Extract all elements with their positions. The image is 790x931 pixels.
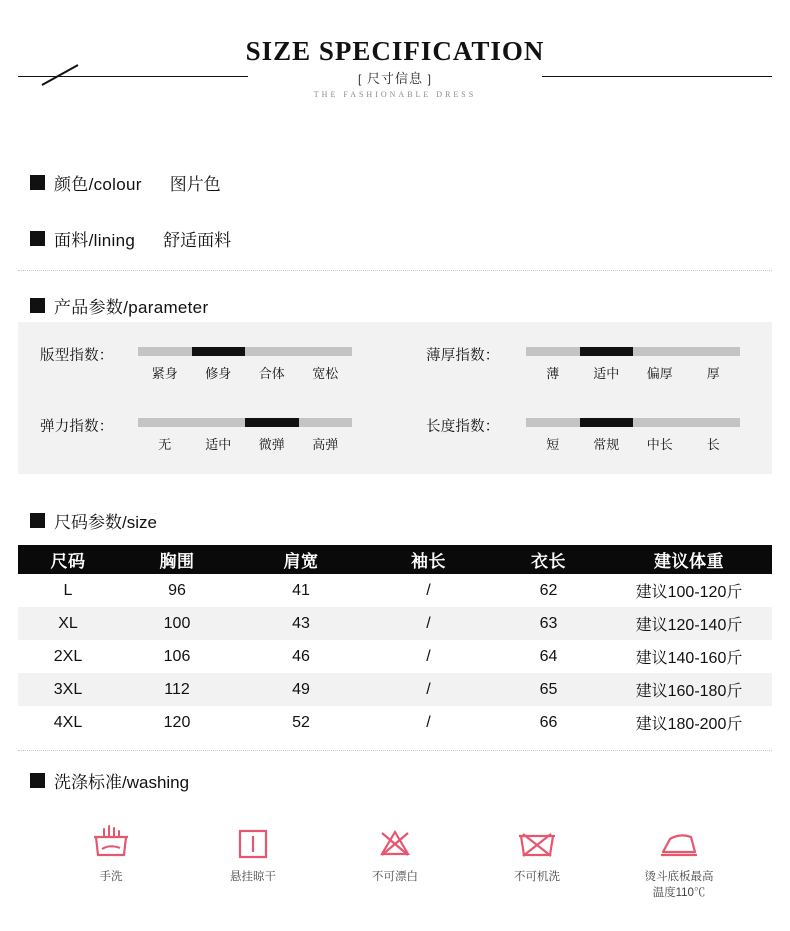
param-tick: 适中: [593, 366, 620, 381]
table-row: [18, 673, 772, 706]
param-ticks-fit: [138, 363, 352, 382]
param-tick: 偏厚: [646, 366, 673, 381]
parameter-heading-label: 产品参数/parameter: [54, 298, 209, 317]
table-row: [18, 706, 772, 739]
washing-item: [205, 820, 301, 901]
bullet-square-icon: [30, 773, 45, 788]
param-bar-track-fit: [138, 347, 352, 356]
param-bar-track-length: [526, 418, 740, 427]
colour-value: 图片色: [169, 175, 221, 194]
cell-length: 63: [539, 614, 558, 632]
cell-shoulder: 49: [292, 680, 310, 698]
param-tick: 无: [158, 437, 172, 452]
param-tick: 短: [546, 437, 560, 452]
bullet-square-icon: [30, 298, 45, 313]
column-header: 肩宽: [236, 545, 366, 574]
washing-item: [63, 820, 159, 901]
page-header: [0, 0, 790, 120]
cell-sleeve: /: [426, 614, 431, 632]
cell-length: 62: [539, 581, 558, 599]
lining-value: 舒适面料: [163, 231, 232, 250]
cell-sleeve: /: [426, 680, 431, 698]
param-ticks-length: [526, 434, 740, 453]
cell-size: 3XL: [53, 680, 83, 698]
param-tick: 宽松: [312, 366, 339, 381]
cell-sleeve: /: [426, 647, 431, 665]
lining-label: 面料/lining: [54, 231, 136, 250]
cell-length: 65: [539, 680, 558, 698]
cell-sleeve: /: [426, 713, 431, 731]
param-tick: 合体: [258, 366, 285, 381]
washing-heading-label: 洗涤标准/washing: [54, 773, 190, 792]
hang-dry-icon: [205, 820, 301, 866]
param-tick: 中长: [646, 437, 673, 452]
cell-weight: 建议120-140斤: [635, 617, 743, 634]
cell-shoulder: 46: [292, 647, 310, 665]
cell-bust: 100: [163, 614, 191, 632]
param-tick: 厚: [706, 366, 720, 381]
cell-weight: 建议160-180斤: [635, 683, 743, 700]
param-tick: 高弹: [312, 437, 339, 452]
size-table: [18, 545, 772, 739]
column-header: 衣长: [491, 545, 606, 574]
param-label-thickness: 薄厚指数：: [426, 348, 500, 364]
bullet-square-icon: [30, 231, 45, 246]
washing-item: [489, 820, 585, 901]
cell-bust: 106: [163, 647, 191, 665]
washing-caption: 烫斗底板最高 温度110℃: [644, 871, 714, 899]
cell-weight: 建议140-160斤: [635, 650, 743, 667]
param-label-fit: 版型指数：: [40, 348, 114, 364]
cell-size: 4XL: [53, 713, 83, 731]
iron-icon: [631, 820, 727, 866]
washing-item: [631, 820, 727, 901]
cell-sleeve: /: [426, 581, 431, 599]
colour-row: [30, 170, 221, 195]
divider-bottom: [18, 750, 772, 751]
parameter-panel: [18, 322, 772, 474]
page-subtitle: [0, 68, 790, 87]
cell-shoulder: 52: [292, 713, 310, 731]
table-row: [18, 607, 772, 640]
page-title: SIZE SPECIFICATION: [245, 36, 545, 66]
washing-caption: 不可机洗: [514, 871, 560, 883]
bracket-right: ]: [427, 72, 432, 86]
hand-wash-icon: [63, 820, 159, 866]
param-bar-track-elasticity: [138, 418, 352, 427]
lining-row: [30, 226, 231, 251]
bullet-square-icon: [30, 513, 45, 528]
cell-bust: 120: [163, 713, 191, 731]
header-english-tagline: THE FASHIONABLE DRESS: [313, 90, 477, 99]
cell-bust: 112: [164, 680, 190, 698]
cell-length: 66: [539, 713, 558, 731]
param-tick: 薄: [546, 366, 560, 381]
washing-caption: 悬挂晾干: [230, 871, 276, 883]
cell-bust: 96: [168, 581, 186, 599]
washing-caption: 不可漂白: [372, 871, 418, 883]
column-header: 胸围: [118, 545, 236, 574]
column-header: 袖长: [366, 545, 491, 574]
column-header: 建议体重: [606, 545, 772, 574]
column-header: 尺码: [18, 545, 118, 574]
divider-top: [18, 270, 772, 271]
param-bar-fill-length: [580, 418, 634, 427]
param-ticks-elasticity: [138, 434, 352, 453]
table-header-row: [18, 545, 772, 574]
washing-caption: 手洗: [99, 871, 123, 883]
cell-size: XL: [58, 614, 78, 632]
washing-icon-row: [18, 820, 772, 901]
cell-shoulder: 41: [292, 581, 310, 599]
param-label-elasticity: 弹力指数：: [40, 419, 114, 435]
param-bar-fill-thickness: [580, 347, 634, 356]
cell-size: 2XL: [53, 647, 83, 665]
param-tick: 紧身: [151, 366, 178, 381]
param-bar-track-thickness: [526, 347, 740, 356]
parameter-heading: [30, 293, 208, 318]
cell-length: 64: [539, 647, 558, 665]
washing-item: [347, 820, 443, 901]
param-tick: 修身: [205, 366, 232, 381]
param-tick: 常规: [593, 437, 620, 452]
cell-size: L: [63, 581, 73, 599]
size-heading: [30, 508, 157, 533]
param-ticks-thickness: [526, 363, 740, 382]
bullet-square-icon: [30, 175, 45, 190]
param-bar-fill-fit: [192, 347, 246, 356]
param-tick: 适中: [205, 437, 232, 452]
table-row: [18, 640, 772, 673]
cell-shoulder: 43: [292, 614, 310, 632]
param-tick: 微弹: [258, 437, 285, 452]
cell-weight: 建议100-120斤: [635, 584, 743, 601]
bracket-left: [: [358, 72, 363, 86]
washing-heading: [30, 768, 189, 793]
table-row: [18, 574, 772, 607]
no-machine-wash-icon: [489, 820, 585, 866]
param-label-length: 长度指数：: [426, 419, 500, 435]
param-bar-fill-elasticity: [245, 418, 299, 427]
size-heading-label: 尺码参数/size: [54, 513, 157, 532]
param-tick: 长: [706, 437, 720, 452]
no-bleach-icon: [347, 820, 443, 866]
colour-label: 颜色/colour: [54, 175, 142, 194]
cell-weight: 建议180-200斤: [635, 716, 743, 733]
subtitle-text: 尺寸信息: [366, 71, 423, 86]
